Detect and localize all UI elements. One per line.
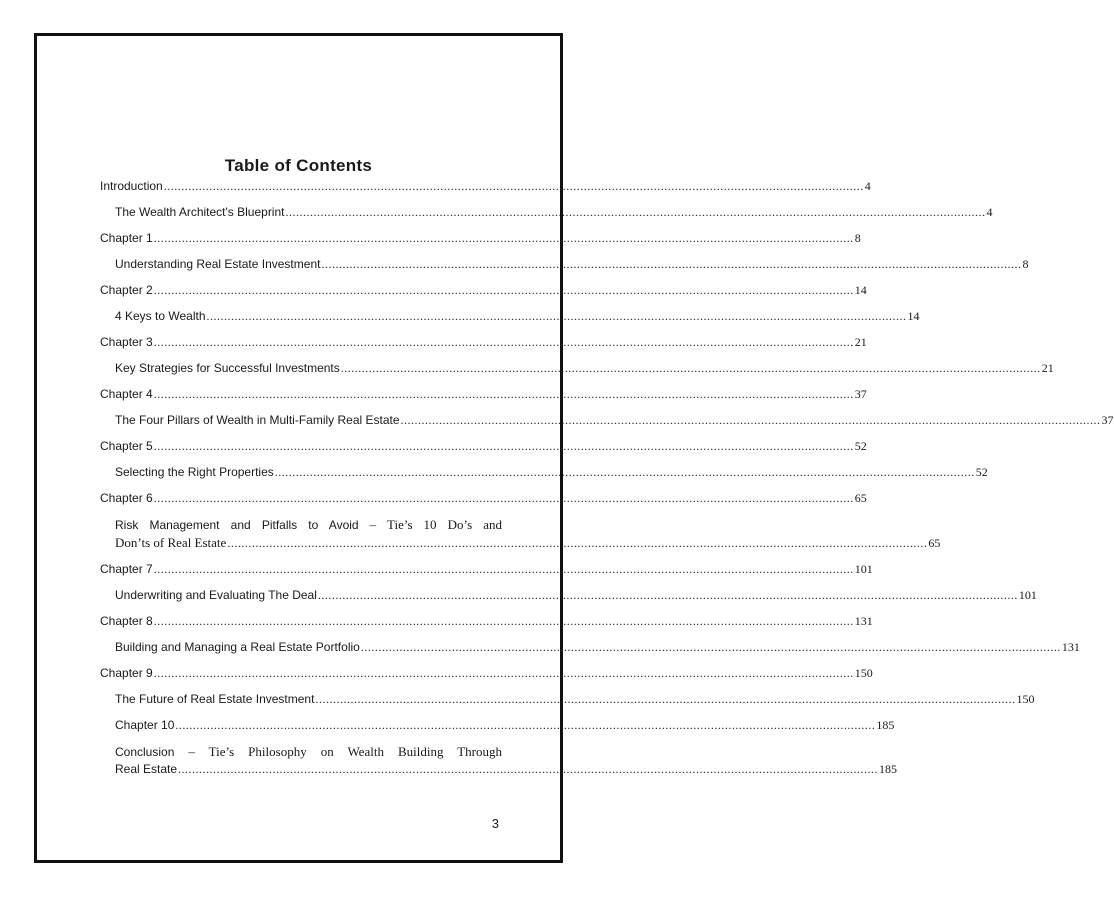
toc-entry-label: Chapter 1 (100, 231, 153, 245)
toc-entry-underwriting[interactable] (100, 587, 1037, 604)
page-frame (34, 33, 1114, 863)
toc-dot-leader: ........................................................................................................................................................................................................ (175, 718, 876, 732)
toc-entry-key-strategies[interactable] (100, 360, 1054, 377)
toc-dot-leader: ........................................................................................................................................................................................................ (163, 179, 864, 193)
toc-entry-page: 14 (854, 283, 867, 297)
toc-entry-risk-management[interactable] (100, 516, 941, 552)
toc-entry-label: Chapter 8 (100, 614, 153, 628)
toc-entry-chapter-8[interactable] (100, 613, 873, 630)
toc-entry-label-part: – Tie’s 10 Do’s and (358, 517, 502, 532)
toc-entry-introduction[interactable] (100, 178, 871, 195)
toc-entry-understanding-real-estate[interactable] (100, 256, 1029, 273)
toc-entry-label-line1 (115, 743, 502, 761)
toc-entry-page: 101 (854, 562, 873, 576)
toc-dot-leader: ........................................................................................................................................................................................................ (340, 361, 1041, 375)
toc-entry-page: 131 (1061, 640, 1080, 654)
toc-entry-page: 8 (854, 231, 861, 245)
toc-entry-page: 52 (975, 465, 988, 479)
toc-entry-page: 21 (854, 335, 867, 349)
toc-dot-leader: ........................................................................................................................................................................................................ (153, 562, 854, 576)
toc-entry-page: 4 (986, 205, 993, 219)
toc-entry-selecting-properties[interactable] (100, 464, 988, 481)
toc-entry-label-line2 (115, 534, 941, 552)
toc-dot-leader: ........................................................................................................................................................................................................ (153, 335, 854, 349)
toc-dot-leader: ........................................................................................................................................................................................................ (153, 283, 854, 297)
toc-dot-leader: ........................................................................................................................................................................................................ (274, 465, 975, 479)
toc-entry-label: Real Estate (115, 762, 178, 776)
toc-entry-wealth-architect[interactable] (100, 204, 993, 221)
toc-entry-chapter-10[interactable] (100, 717, 895, 734)
toc-entry-future-real-estate[interactable] (100, 691, 1035, 708)
toc-entry-page: 21 (1041, 361, 1054, 375)
toc-dot-leader: ........................................................................................................................................................................................................ (227, 536, 928, 550)
toc-dot-leader: ........................................................................................................................................................................................................ (153, 231, 854, 245)
toc-dot-leader: ........................................................................................................................................................................................................ (285, 205, 986, 219)
toc-entry-chapter-2[interactable] (100, 282, 867, 299)
toc-dot-leader: ........................................................................................................................................................................................................ (153, 491, 854, 505)
toc-entry-label-part: Risk Management and Pitfalls to Avoid (115, 518, 359, 532)
toc-entry-chapter-5[interactable] (100, 438, 867, 455)
toc-entry-label: Chapter 9 (100, 666, 153, 680)
toc-entry-label-line1 (115, 516, 502, 534)
toc-entry-label: Chapter 7 (100, 562, 153, 576)
toc-entry-label: The Wealth Architect's Blueprint (115, 205, 285, 219)
toc-entry-chapter-3[interactable] (100, 334, 867, 351)
toc-entry-label-line2 (115, 761, 898, 778)
toc-entry-label: The Four Pillars of Wealth in Multi-Family Real Estate (115, 413, 400, 427)
toc-dot-leader: ........................................................................................................................................................................................................ (317, 588, 1018, 602)
toc-entry-label: Key Strategies for Successful Investments (115, 361, 340, 375)
toc-dot-leader: ........................................................................................................................................................................................................ (400, 413, 1101, 427)
toc-entry-label: Don’ts of Real Estate (115, 535, 227, 550)
toc-dot-leader: ........................................................................................................................................................................................................ (360, 640, 1061, 654)
toc-entry-building-portfolio[interactable] (100, 639, 1080, 656)
toc-entry-page: 101 (1018, 588, 1037, 602)
toc-entry-page: 131 (854, 614, 873, 628)
toc-entry-label: Understanding Real Estate Investment (115, 257, 321, 271)
toc-entry-label-part: Conclusion (115, 745, 175, 759)
toc-entry-label: Introduction (100, 179, 163, 193)
toc-entry-page: 185 (879, 762, 898, 776)
toc-entry-page: 52 (854, 439, 867, 453)
toc-entry-label: Chapter 2 (100, 283, 153, 297)
toc-entry-chapter-4[interactable] (100, 386, 867, 403)
toc-entry-label: 4 Keys to Wealth (115, 309, 206, 323)
toc-entry-chapter-9[interactable] (100, 665, 873, 682)
toc-entry-page: 4 (864, 179, 871, 193)
toc-dot-leader: ........................................................................................................................................................................................................ (321, 257, 1022, 271)
page-number: 3 (491, 816, 499, 831)
toc-entry-label: Chapter 10 (115, 718, 175, 732)
toc-entry-page: 150 (854, 666, 873, 680)
toc-entry-page: 8 (1022, 257, 1029, 271)
toc-entry-page: 65 (854, 491, 867, 505)
toc-dot-leader: ........................................................................................................................................................................................................ (206, 309, 907, 323)
toc-dot-leader: ........................................................................................................................................................................................................ (153, 666, 854, 680)
toc-entry-conclusion[interactable] (100, 743, 898, 778)
toc-entry-page: 14 (907, 309, 920, 323)
toc-entry-label: Building and Managing a Real Estate Portfolio (115, 640, 360, 654)
toc-entry-label: Underwriting and Evaluating The Deal (115, 588, 317, 602)
toc-entry-page: 150 (1016, 692, 1035, 706)
toc-dot-leader: ........................................................................................................................................................................................................ (178, 762, 879, 776)
toc-entry-4-keys[interactable] (100, 308, 920, 325)
toc-dot-leader: ........................................................................................................................................................................................................ (315, 692, 1016, 706)
toc-list (100, 178, 1114, 787)
toc-entry-label: Chapter 3 (100, 335, 153, 349)
toc-title: Table of Contents (224, 156, 373, 175)
toc-entry-chapter-1[interactable] (100, 230, 861, 247)
toc-entry-page: 37 (1101, 413, 1114, 427)
toc-dot-leader: ........................................................................................................................................................................................................ (153, 387, 854, 401)
toc-entry-label-part: – Tie’s Philosophy on Wealth Building Through (174, 744, 502, 759)
toc-entry-label: Selecting the Right Properties (115, 465, 274, 479)
toc-entry-label: Chapter 4 (100, 387, 153, 401)
toc-dot-leader: ........................................................................................................................................................................................................ (153, 439, 854, 453)
toc-entry-four-pillars[interactable] (100, 412, 1114, 429)
toc-entry-label: Chapter 6 (100, 491, 153, 505)
toc-entry-label: The Future of Real Estate Investment (115, 692, 315, 706)
toc-entry-chapter-7[interactable] (100, 561, 873, 578)
toc-entry-label: Chapter 5 (100, 439, 153, 453)
toc-entry-chapter-6[interactable] (100, 490, 867, 507)
toc-entry-page: 65 (928, 536, 941, 550)
toc-entry-page: 37 (854, 387, 867, 401)
toc-dot-leader: ........................................................................................................................................................................................................ (153, 614, 854, 628)
toc-entry-page: 185 (876, 718, 895, 732)
